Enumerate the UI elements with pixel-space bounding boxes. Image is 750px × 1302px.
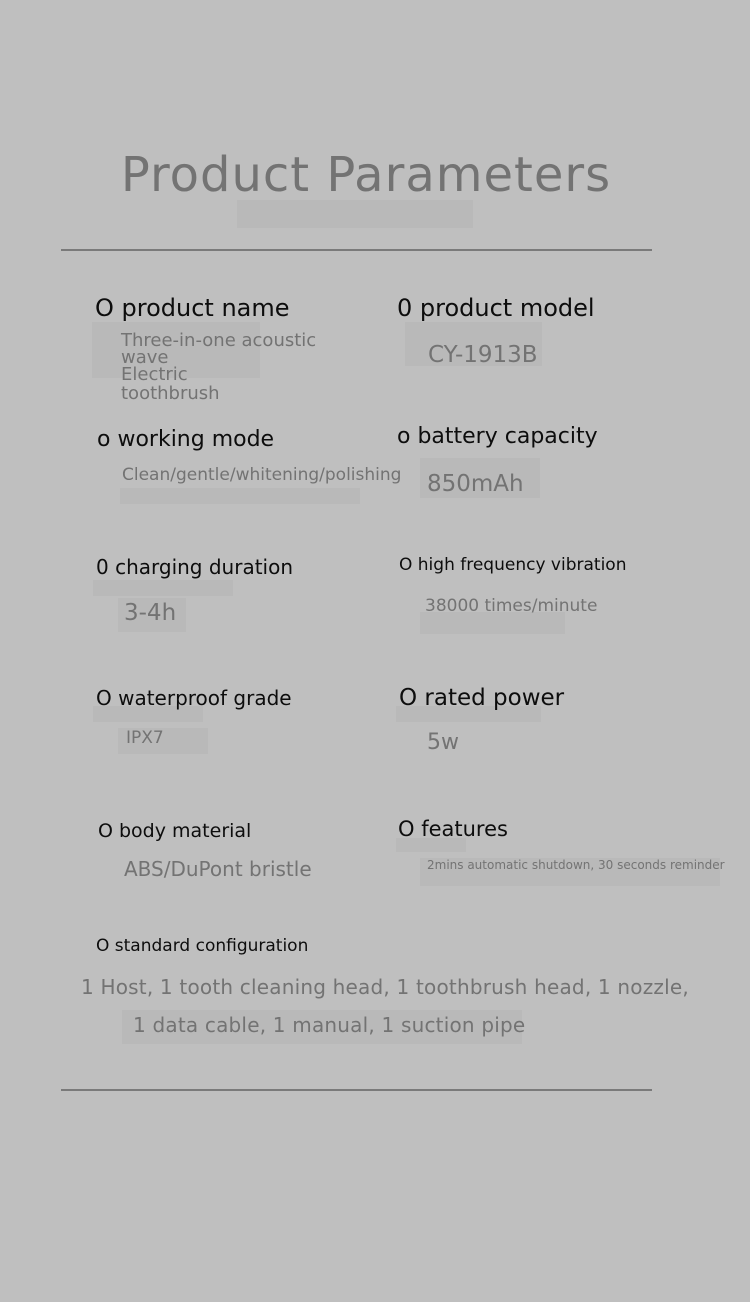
charging-duration-value: 3-4h <box>124 600 177 626</box>
product-model-value: CY-1913B <box>428 342 538 368</box>
product-model-label: 0 product model <box>397 294 595 322</box>
top-divider <box>61 249 652 251</box>
features-value: 2mins automatic shutdown, 30 seconds reminder <box>427 858 725 872</box>
product-name-line: wave <box>121 347 169 368</box>
body-material-label: O body material <box>98 820 252 842</box>
bottom-divider <box>61 1089 652 1091</box>
product-name-value <box>121 332 316 402</box>
product-name-line: Electric <box>121 364 188 385</box>
waterproof-grade-label: O waterproof grade <box>96 686 292 710</box>
working-mode-value: Clean/gentle/whitening/polishing <box>122 465 402 485</box>
page-title: Product Parameters <box>120 147 612 203</box>
battery-capacity-value: 850mAh <box>427 471 524 497</box>
product-name-line: toothbrush <box>121 383 220 404</box>
battery-capacity-label: o battery capacity <box>397 424 598 449</box>
cell-underlay <box>120 488 360 504</box>
rated-power-value: 5w <box>427 730 459 755</box>
product-name-line: Three-in-one acoustic <box>121 330 317 351</box>
high-frequency-vibration-value: 38000 times/minute <box>425 596 598 616</box>
high-frequency-vibration-label: O high frequency vibration <box>399 555 627 575</box>
working-mode-label: o working mode <box>97 427 275 452</box>
waterproof-grade-value: IPX7 <box>126 728 164 748</box>
standard-configuration-line: 1 Host, 1 tooth cleaning head, 1 toothbrush head, 1 nozzle, <box>81 975 689 999</box>
cell-underlay <box>93 580 233 596</box>
standard-configuration-label: O standard configuration <box>96 936 309 956</box>
features-label: O features <box>398 817 508 841</box>
rated-power-label: O rated power <box>399 685 565 711</box>
product-name-label: O product name <box>95 294 290 322</box>
standard-configuration-line: 1 data cable, 1 manual, 1 suction pipe <box>133 1013 526 1037</box>
title-underlay <box>237 200 473 228</box>
body-material-value: ABS/DuPont bristle <box>124 857 312 881</box>
charging-duration-label: 0 charging duration <box>96 555 294 579</box>
